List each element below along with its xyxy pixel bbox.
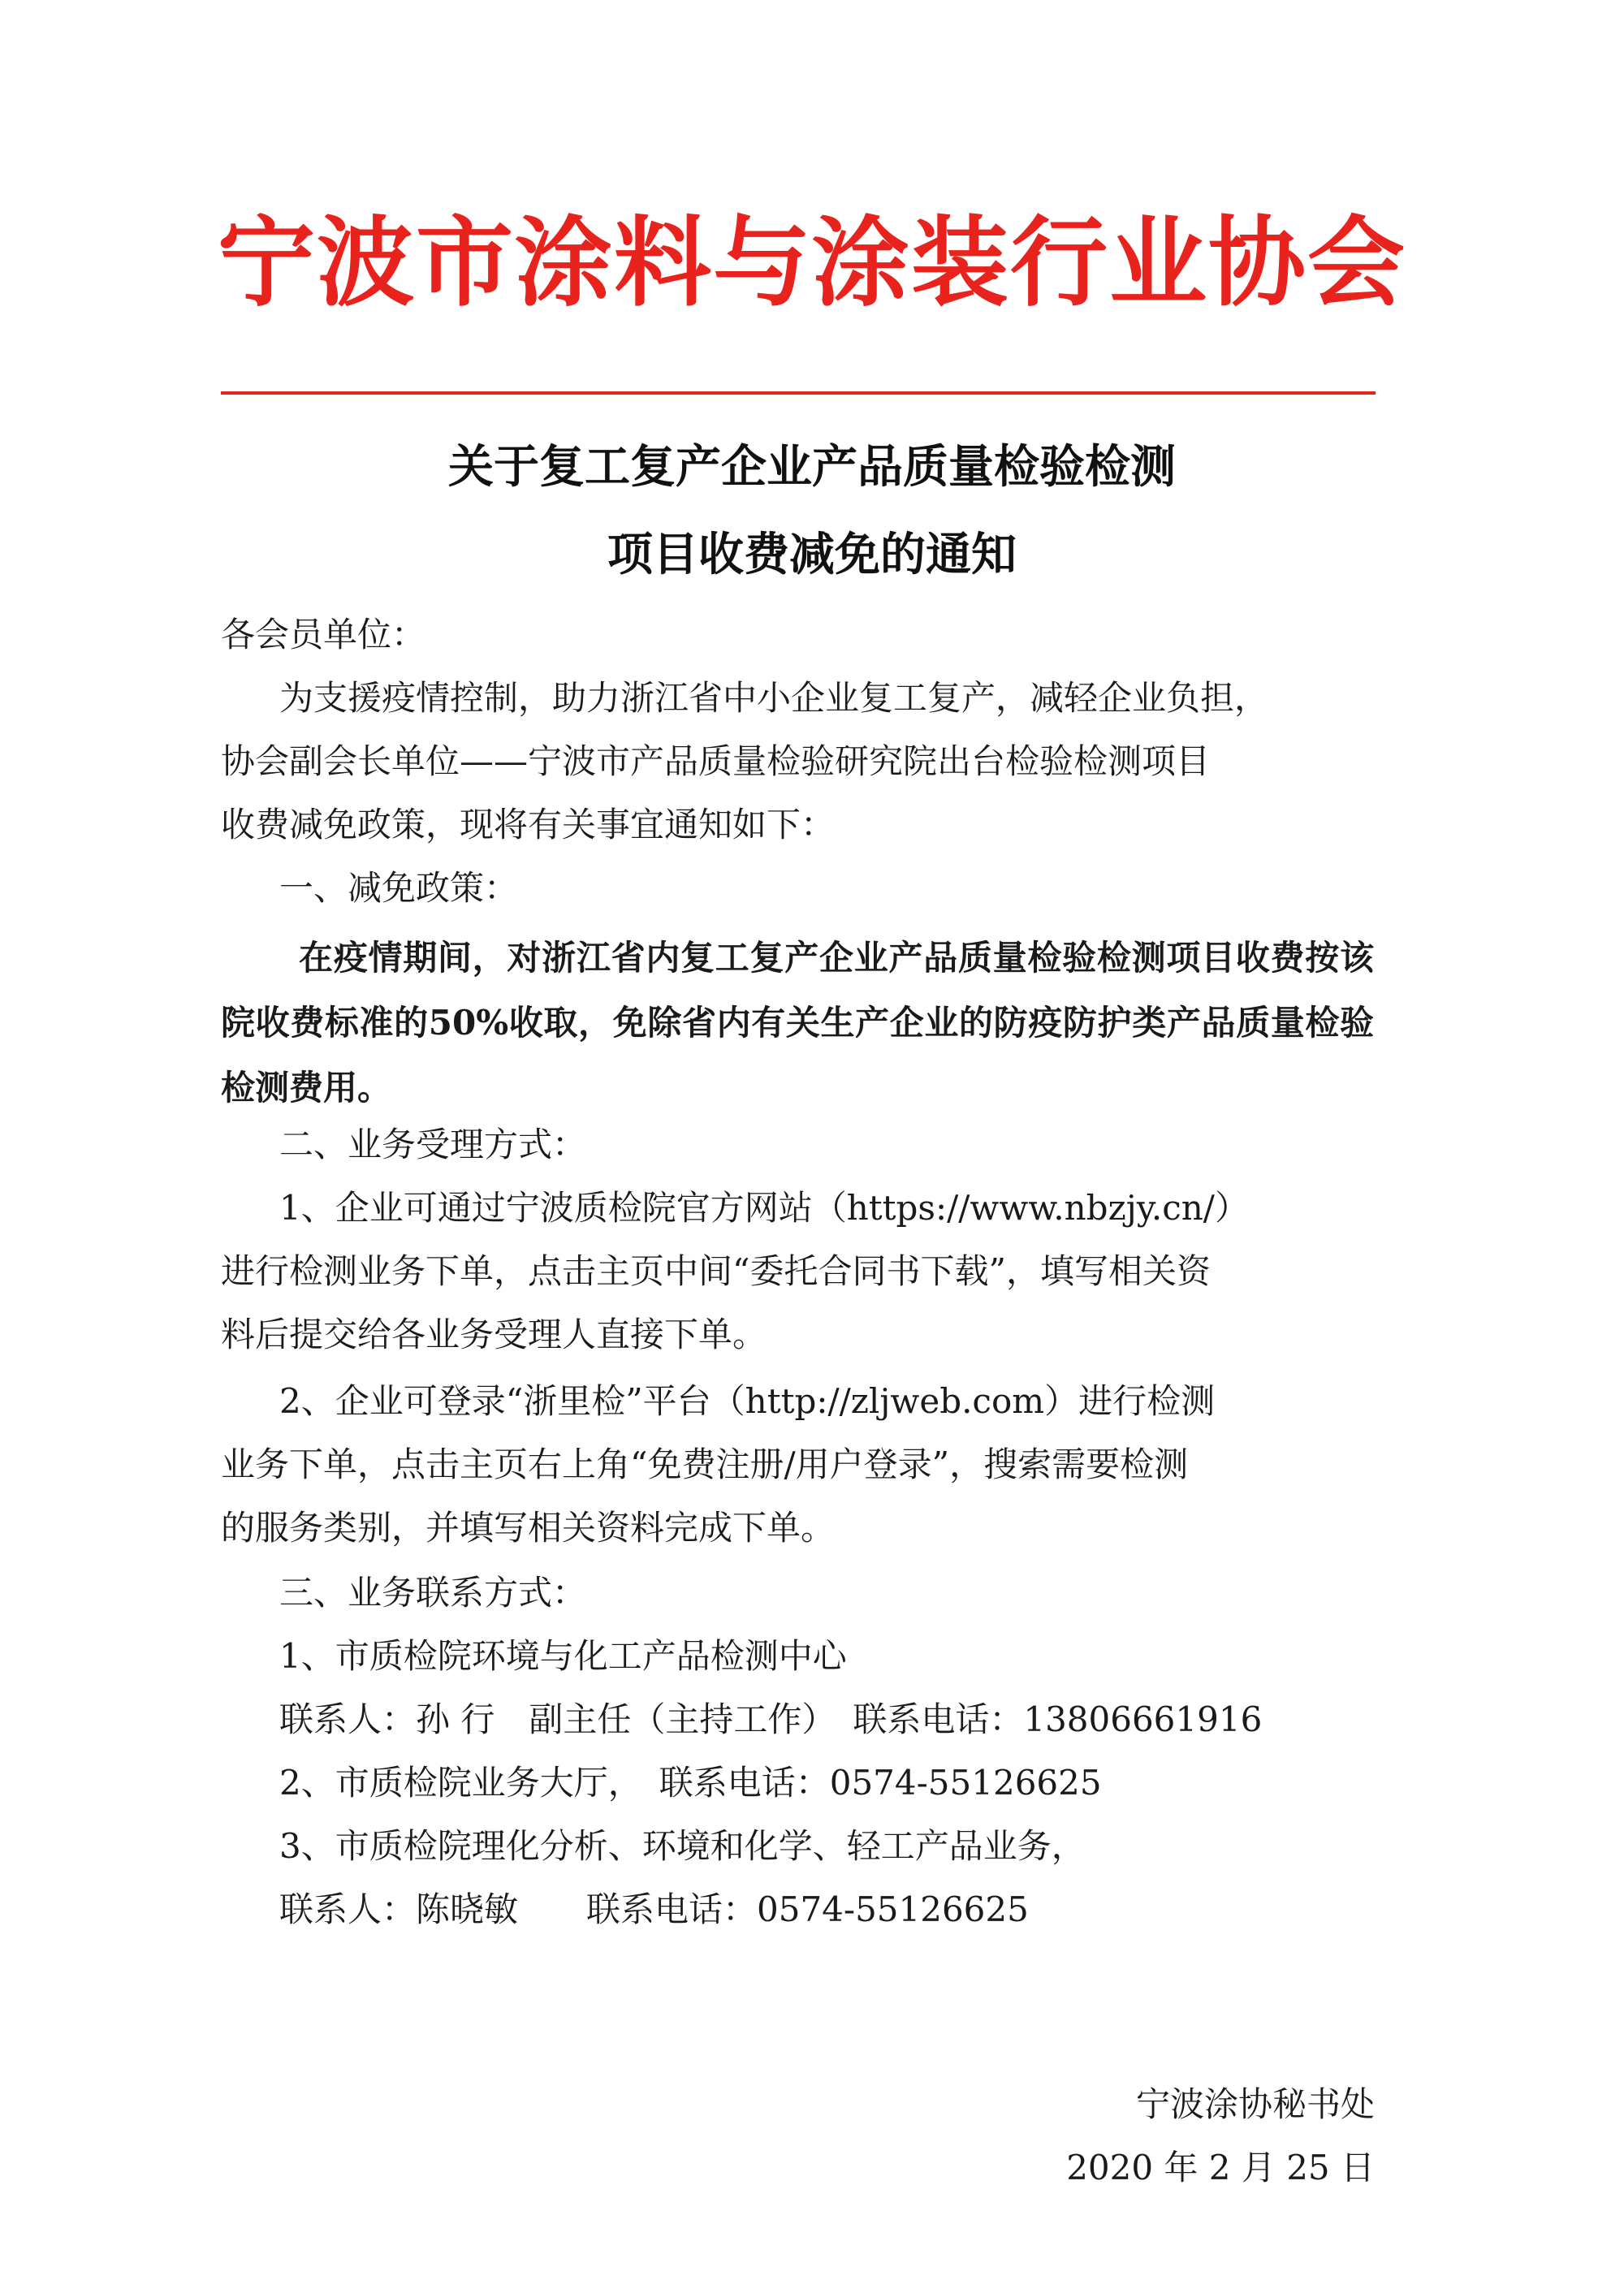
- intro-line-3: 收费减免政策，现将有关事宜通知如下：: [221, 805, 836, 844]
- intro-line-1: 为支援疫情控制，助力浙江省中小企业复工复产，减轻企业负担，: [279, 678, 1269, 718]
- intro-line-2: 协会副会长单位——宁波市产品质量检验研究院出台检验检测项目: [221, 741, 1211, 781]
- contact-3-person: 联系人：陈晓敏 联系电话：0574-55126625: [279, 1889, 1029, 1929]
- section-2-item-1-line-1: 1、企业可通过宁波质检院官方网站（https://www.nbzjy.cn/）: [279, 1188, 1249, 1228]
- section-2-item-2-line-3: 的服务类别，并填写相关资料完成下单。: [221, 1508, 836, 1548]
- issue-date: 2020 年 2 月 25 日: [1066, 2148, 1375, 2187]
- notice-title-line-2: 项目收费减免的通知: [607, 529, 1017, 581]
- salutation: 各会员单位：: [221, 615, 426, 654]
- section-1-heading: 一、减免政策：: [279, 868, 519, 908]
- section-2-item-1-line-3: 料后提交给各业务受理人直接下单。: [221, 1315, 767, 1354]
- section-1-policy-text: 在疫情期间，对浙江省内复工复产企业产品质量检验检测项目收费按该院收费标准的50%收取，免除省内有关生产企业的防疫防护类产品质量检验检测费用。: [221, 938, 1374, 1108]
- organization-letterhead: 宁波市涂料与涂装行业协会: [218, 207, 1406, 320]
- contact-1-person: 联系人：孙 行 副主任（主持工作） 联系电话：13806661916: [279, 1699, 1263, 1739]
- contact-3-title: 3、市质检院理化分析、环境和化学、轻工产品业务，: [279, 1826, 1086, 1866]
- contact-1-title: 1、市质检院环境与化工产品检测中心: [279, 1636, 847, 1676]
- issuer-signature: 宁波涂协秘书处: [1135, 2084, 1375, 2124]
- section-2-item-2-line-1: 2、企业可登录“浙里检”平台（http://zljweb.com）进行检测: [279, 1381, 1216, 1421]
- contact-2: 2、市质检院业务大厅， 联系电话：0574-55126625: [279, 1763, 1102, 1803]
- section-3-heading: 三、业务联系方式：: [279, 1573, 587, 1613]
- letterhead-divider: [221, 391, 1376, 395]
- section-2-item-2-line-2: 业务下单，点击主页右上角“免费注册/用户登录”，搜索需要检测: [221, 1444, 1189, 1484]
- section-2-item-1-line-2: 进行检测业务下单，点击主页中间“委托合同书下载”，填写相关资: [221, 1251, 1211, 1291]
- notice-title-line-1: 关于复工复产企业产品质量检验检测: [448, 441, 1176, 494]
- section-2-heading: 二、业务受理方式：: [279, 1125, 587, 1164]
